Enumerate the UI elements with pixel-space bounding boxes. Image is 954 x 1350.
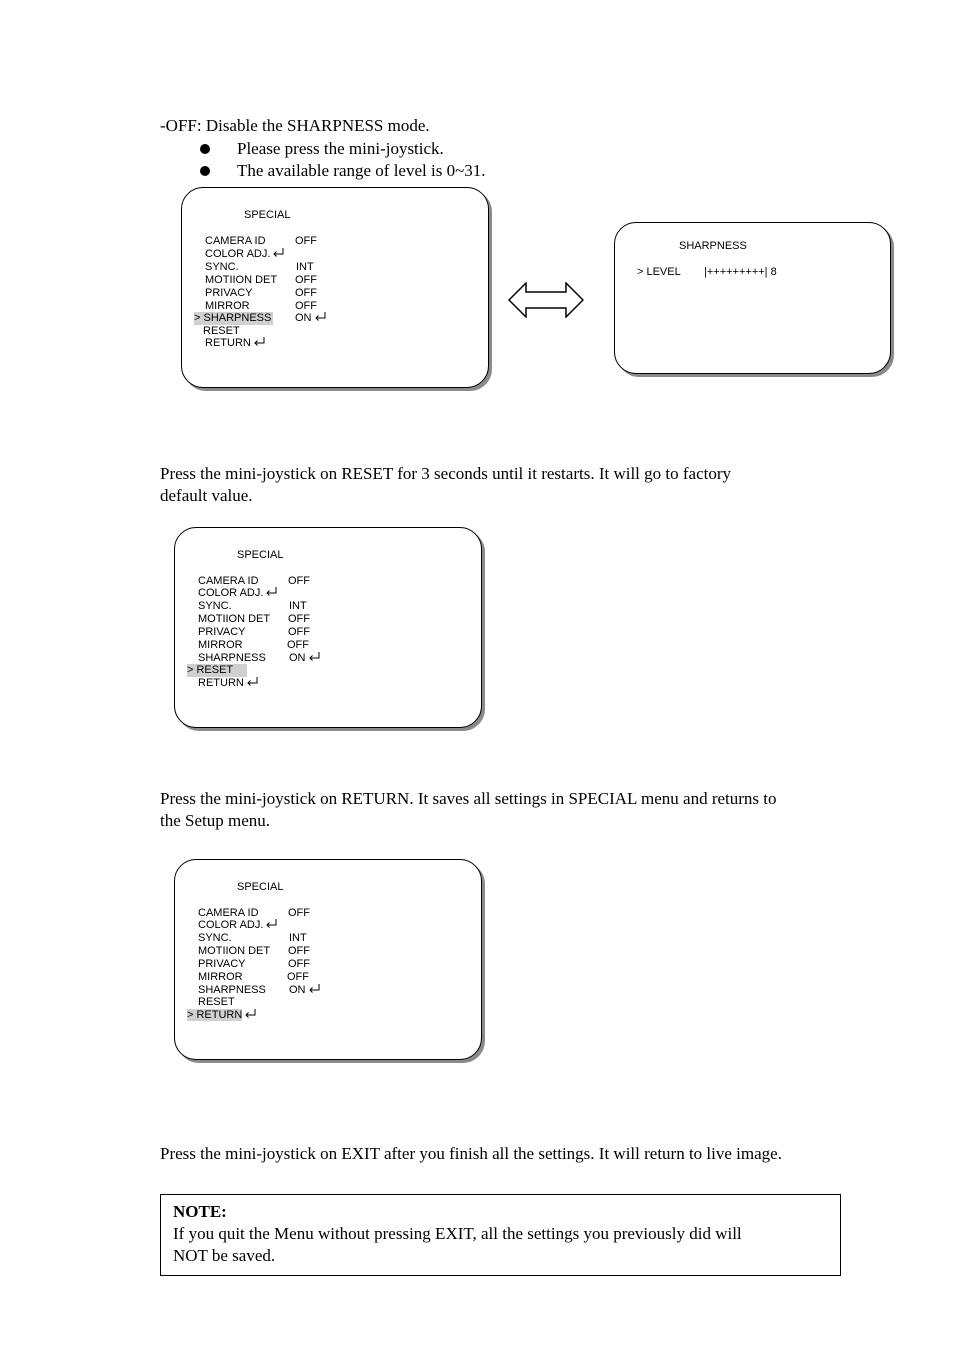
osd-title: SHARPNESS [679, 240, 747, 252]
osd-title: SPECIAL [237, 881, 284, 893]
note-title: NOTE: [173, 1202, 227, 1221]
osd-special-menu-reset: SPECIAL CAMERA ID OFF COLOR ADJ. SYNC. INT MOTIION DET OFF PRIVACY OFF MIRROR OFF SHARPNESS ON > RESET RETURN [174, 527, 482, 728]
enter-return-icon [308, 984, 320, 994]
osd-title: SPECIAL [237, 549, 284, 561]
enter-return-icon [253, 337, 265, 347]
osd-title: SPECIAL [244, 209, 291, 221]
bullet-dot-icon [200, 166, 210, 176]
bullet-dot-icon [200, 144, 210, 154]
sharpness-off-description: -OFF: Disable the SHARPNESS mode. [160, 116, 430, 135]
exit-description: Press the mini-joystick on EXIT after you finish all the settings. It will return to live image. [160, 1144, 782, 1163]
note-line: NOT be saved. [173, 1246, 276, 1265]
enter-return-icon [314, 312, 326, 322]
enter-return-icon [265, 919, 277, 929]
bullet-list [198, 138, 486, 182]
osd-special-menu-return: SPECIAL CAMERA ID OFF COLOR ADJ. SYNC. INT MOTIION DET OFF PRIVACY OFF MIRROR OFF SHARPNESS ON RESET > RETURN [174, 859, 482, 1060]
enter-return-icon [244, 1009, 256, 1019]
osd-special-menu-sharpness: SPECIAL CAMERA ID OFF COLOR ADJ. SYNC. INT MOTIION DET OFF PRIVACY OFF MIRROR OFF > SHARPNESS ON RESET RETURN [181, 187, 489, 388]
osd-sharpness-submenu: SHARPNESS > LEVEL |+++++++++| 8 [614, 222, 891, 374]
enter-return-icon [272, 248, 284, 258]
note-line: If you quit the Menu without pressing EXIT, all the settings you previously did will [173, 1224, 742, 1243]
reset-description: Press the mini-joystick on RESET for 3 seconds until it restarts. It will go to factory default value. [160, 464, 732, 505]
return-description: Press the mini-joystick on RETURN. It saves all settings in SPECIAL menu and returns to the Setup menu. [160, 789, 777, 830]
bullet-item: The available range of level is 0~31. [198, 160, 486, 182]
bullet-item: Please press the mini-joystick. [198, 138, 486, 160]
enter-return-icon [246, 677, 258, 687]
enter-return-icon [308, 652, 320, 662]
double-arrow-icon [508, 282, 584, 318]
sharpness-level-bar: |+++++++++| 8 [704, 266, 777, 278]
enter-return-icon [265, 587, 277, 597]
note-box [160, 1194, 841, 1276]
